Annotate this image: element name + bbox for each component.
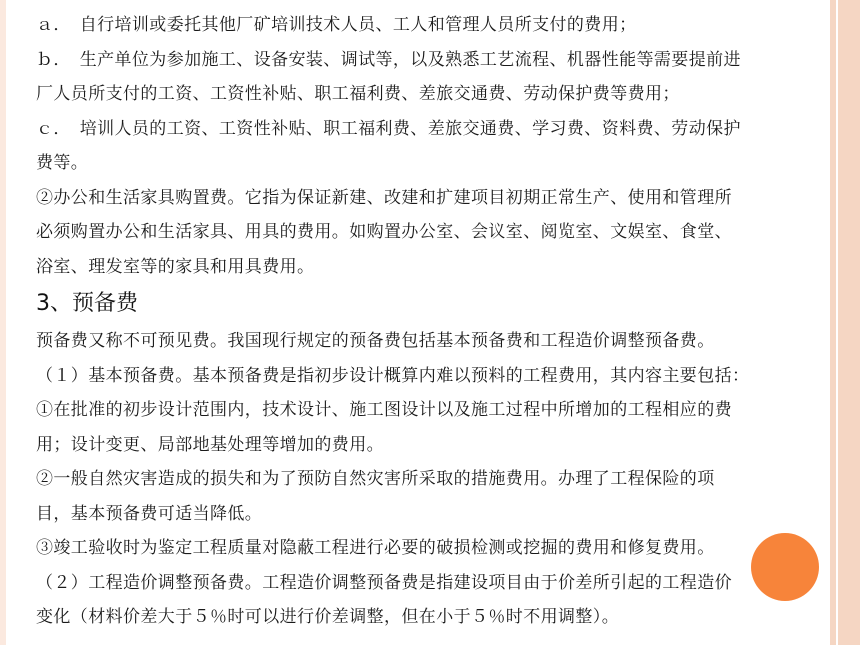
text-line-4: ｃ． 培训人员的工资、工资性补贴、职工福利费、差旅交通费、学习费、资料费、劳动保护 [36, 118, 741, 139]
text-line-16: （２）工程造价调整预备费。工程造价调整预备费是指建设项目由于价差所引起的工程造价 [36, 572, 732, 593]
text-line-14: 目，基本预备费可适当降低。 [36, 503, 263, 524]
text-line-2: ｂ． 生产单位为参加施工、设备安装、调试等，以及熟悉工艺流程、机器性能等需要提前进 [36, 49, 741, 70]
text-line-3: 厂人员所支付的工资、工资性补贴、职工福利费、差旅交通费、劳动保护费等费用； [36, 84, 680, 104]
text-line-11: ①在批准的初步设计范围内，技术设计、施工图设计以及施工过程中所增加的工程相应的费 [36, 400, 732, 420]
text-line-8: 浴室、理发室等的家具和用具费用。 [36, 256, 315, 277]
text-line-6: ②办公和生活家具购置费。它指为保证新建、改建和扩建项目初期正常生产、使用和管理所 [36, 187, 732, 208]
left-border-decoration [0, 0, 6, 645]
text-line-15: ③竣工验收时为鉴定工程质量对隐蔽工程进行必要的破损检测或挖掘的费用和修复费用。 [36, 538, 715, 558]
right-border-decoration [830, 0, 860, 645]
text-line-5: 费等。 [36, 153, 89, 173]
text-line-13: ②一般自然灾害造成的损失和为了预防自然灾害所采取的措施费用。办理了工程保险的项 [36, 469, 715, 489]
section-heading: 3、预备费 [36, 291, 138, 316]
text-line-17: 变化（材料价差大于５％时可以进行价差调整，但在小于５％时不用调整）。 [36, 607, 620, 627]
text-line-9: 预备费又称不可预见费。我国现行规定的预备费包括基本预备费和工程造价调整预备费。 [36, 331, 715, 351]
orange-circle-decoration [751, 533, 819, 601]
text-line-1: ａ． 自行培训或委托其他厂矿培训技术人员、工人和管理人员所支付的费用； [36, 15, 637, 35]
text-line-12: 用；设计变更、局部地基处理等增加的费用。 [36, 434, 384, 455]
slide-content [36, 8, 811, 635]
text-line-7: 必须购置办公和生活家具、用具的费用。如购置办公室、会议室、阅览室、文娱室、食堂、 [36, 222, 732, 242]
text-line-10: （１）基本预备费。基本预备费是指初步设计概算内难以预料的工程费用，其内容主要包括： [36, 365, 750, 386]
